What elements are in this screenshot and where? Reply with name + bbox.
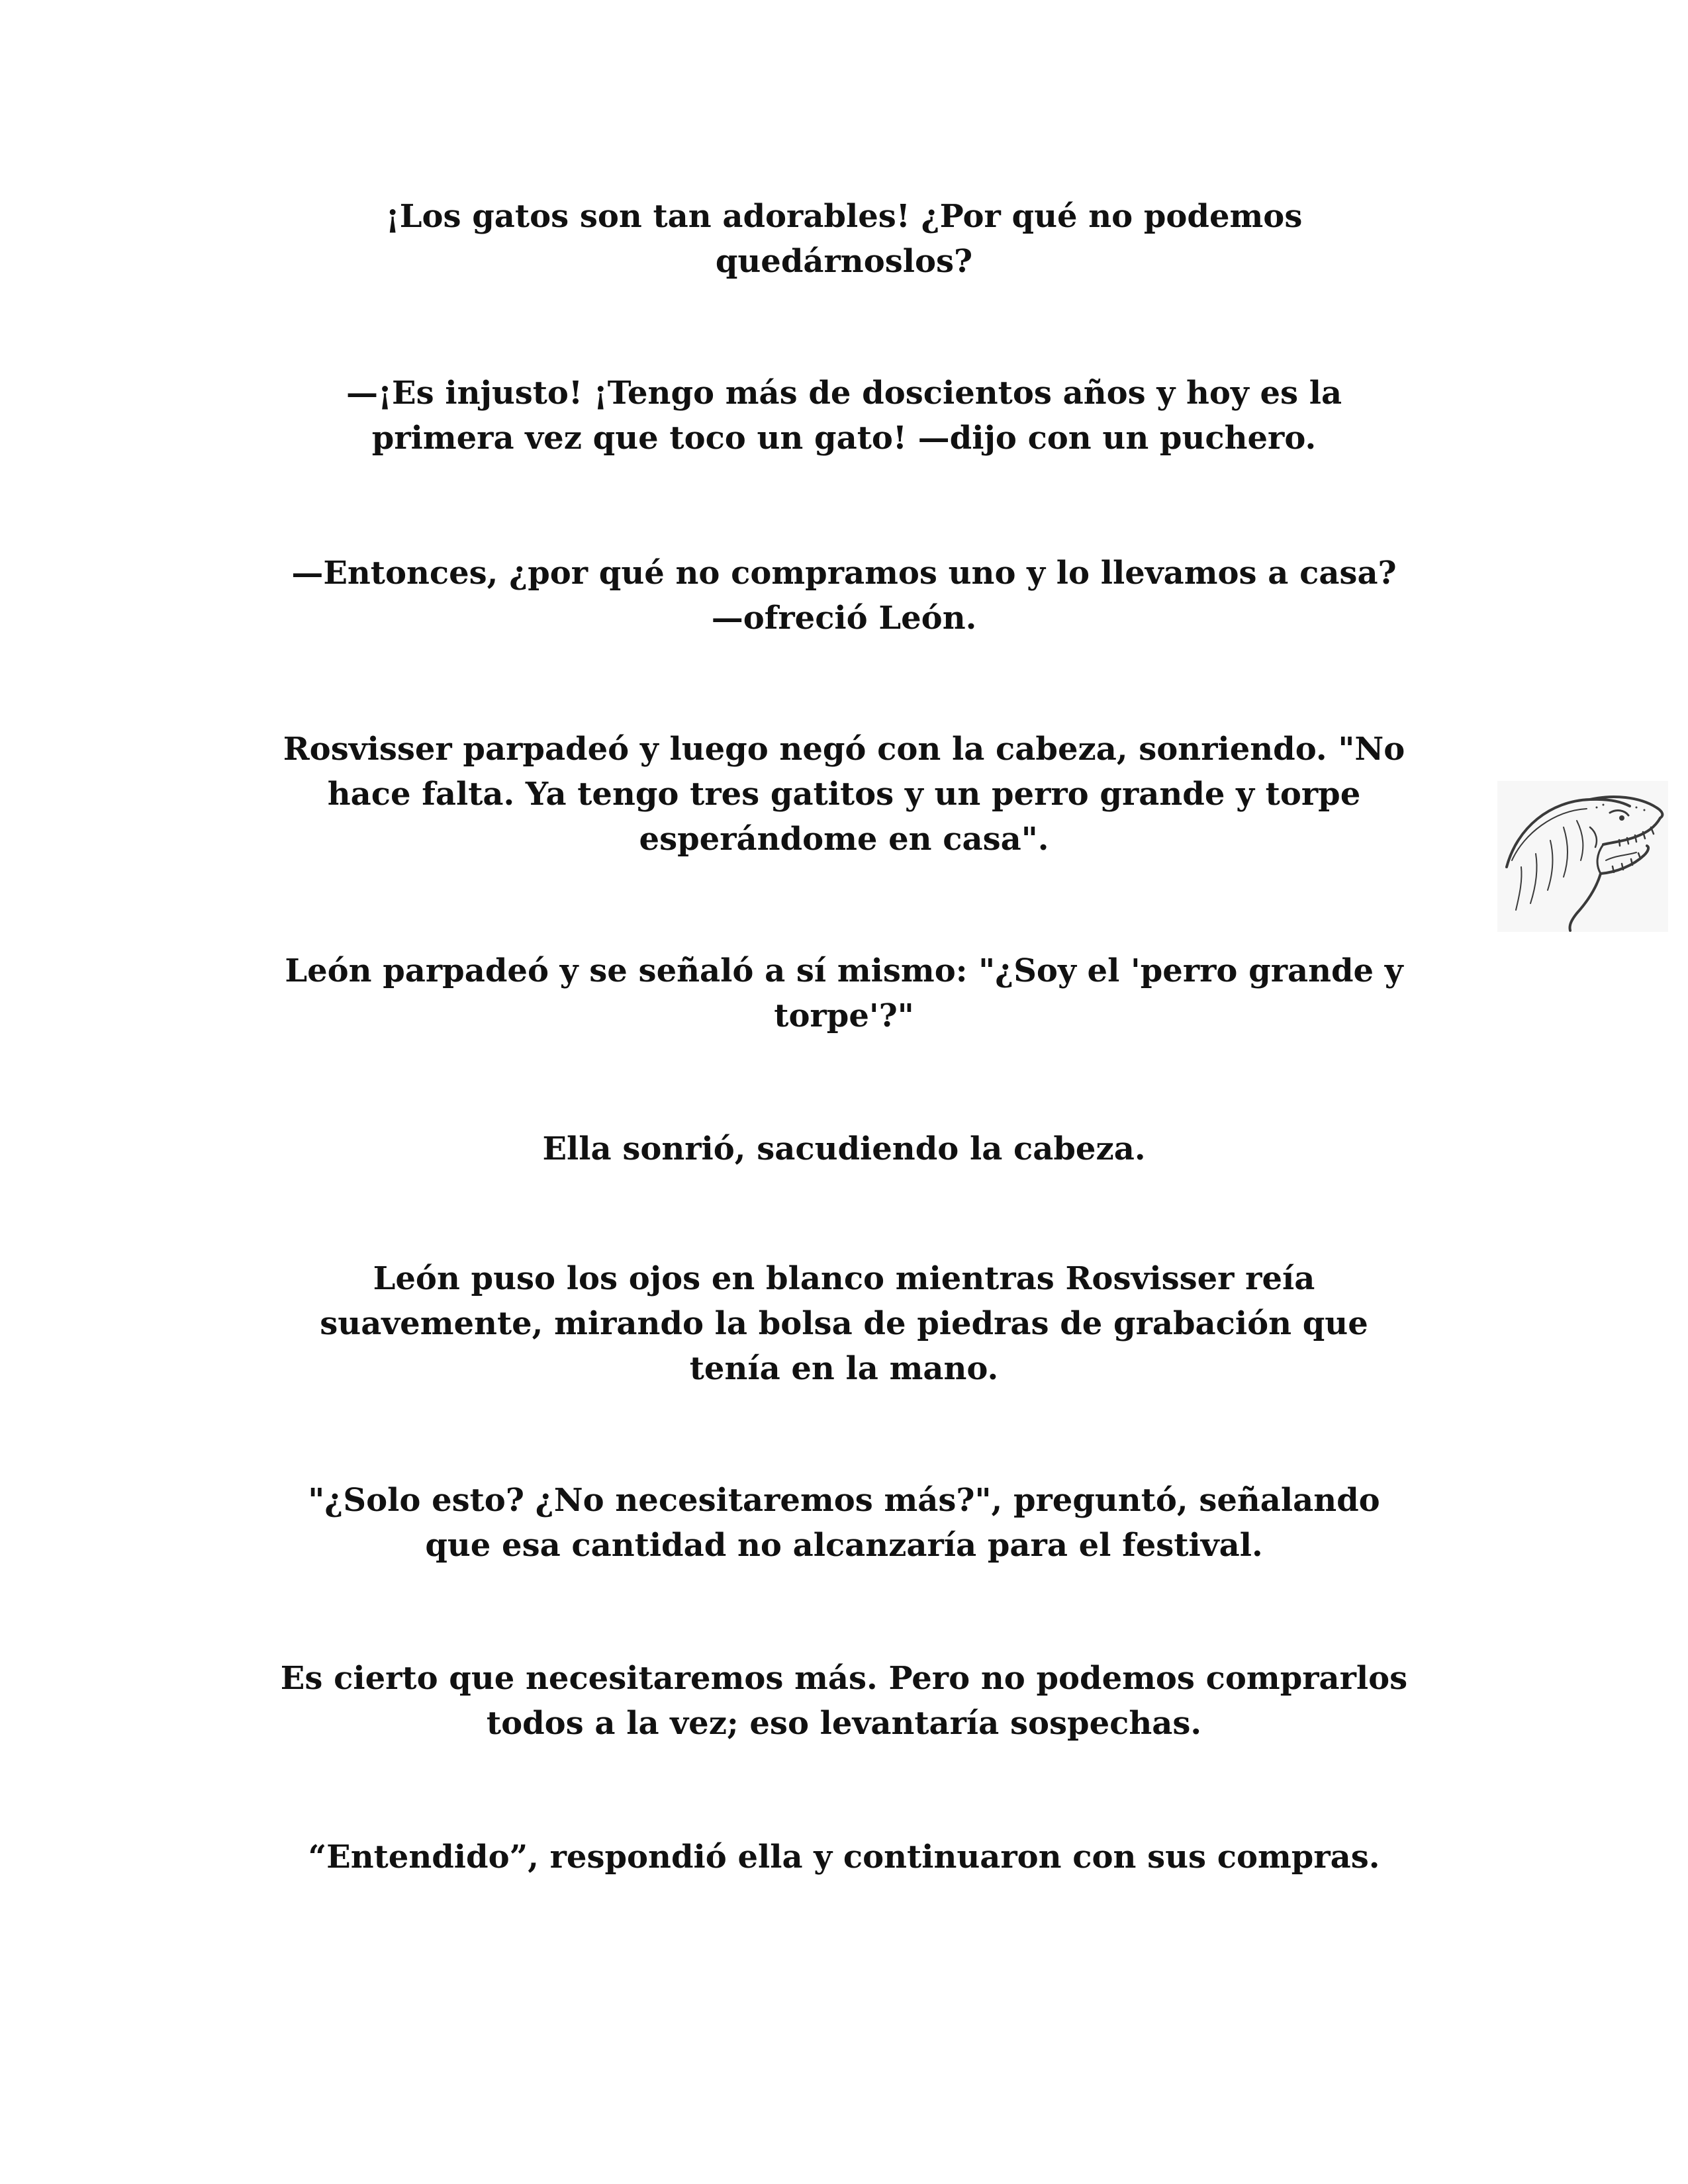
- paragraph: [218, 1126, 1470, 1171]
- text-line: "¿Solo esto? ¿No necesitaremos más?", preguntó, señalando: [308, 1482, 1380, 1519]
- text-line: que esa cantidad no alcanzaría para el festival.: [425, 1527, 1263, 1564]
- text-line: ¡Los gatos son tan adorables! ¿Por qué no podemos: [385, 198, 1303, 235]
- text-line: tenía en la mano.: [689, 1350, 999, 1387]
- paragraph: [218, 551, 1470, 641]
- paragraph: [218, 1835, 1470, 1880]
- text-line: quedárnoslos?: [715, 243, 973, 280]
- paragraph: [218, 1478, 1470, 1568]
- text-line: suavemente, mirando la bolsa de piedras de grabación que: [320, 1305, 1368, 1342]
- paragraph: [218, 194, 1470, 284]
- text-line: todos a la vez; eso levantaría sospechas.: [486, 1705, 1202, 1742]
- text-line: Es cierto que necesitaremos más. Pero no podemos comprarlos: [280, 1660, 1408, 1697]
- text-line: primera vez que toco un gato! —dijo con un puchero.: [371, 420, 1317, 457]
- paragraph: [218, 948, 1470, 1038]
- text-line: torpe'?": [774, 997, 914, 1034]
- text-line: —Entonces, ¿por qué no compramos uno y lo llevamos a casa?: [291, 555, 1397, 592]
- text-line: esperándome en casa".: [639, 821, 1049, 858]
- text-line: “Entendido”, respondió ella y continuaron con sus compras.: [308, 1839, 1380, 1876]
- text-line: León parpadeó y se señaló a sí mismo: "¿Soy el 'perro grande y: [285, 952, 1403, 989]
- paragraph: [218, 1656, 1470, 1746]
- paragraph: [218, 727, 1470, 862]
- paragraph: [218, 371, 1470, 461]
- text-line: hace falta. Ya tengo tres gatitos y un perro grande y torpe: [327, 776, 1361, 813]
- text-line: Ella sonrió, sacudiendo la cabeza.: [542, 1130, 1146, 1167]
- text-line: —¡Es injusto! ¡Tengo más de doscientos años y hoy es la: [346, 375, 1342, 412]
- text-line: —ofreció León.: [711, 600, 977, 637]
- text-line: Rosvisser parpadeó y luego negó con la cabeza, sonriendo. "No: [283, 731, 1405, 768]
- text-line: León puso los ojos en blanco mientras Rosvisser reía: [373, 1260, 1315, 1297]
- dinosaur-sketch-icon: [1497, 781, 1668, 932]
- paragraph: [218, 1256, 1470, 1391]
